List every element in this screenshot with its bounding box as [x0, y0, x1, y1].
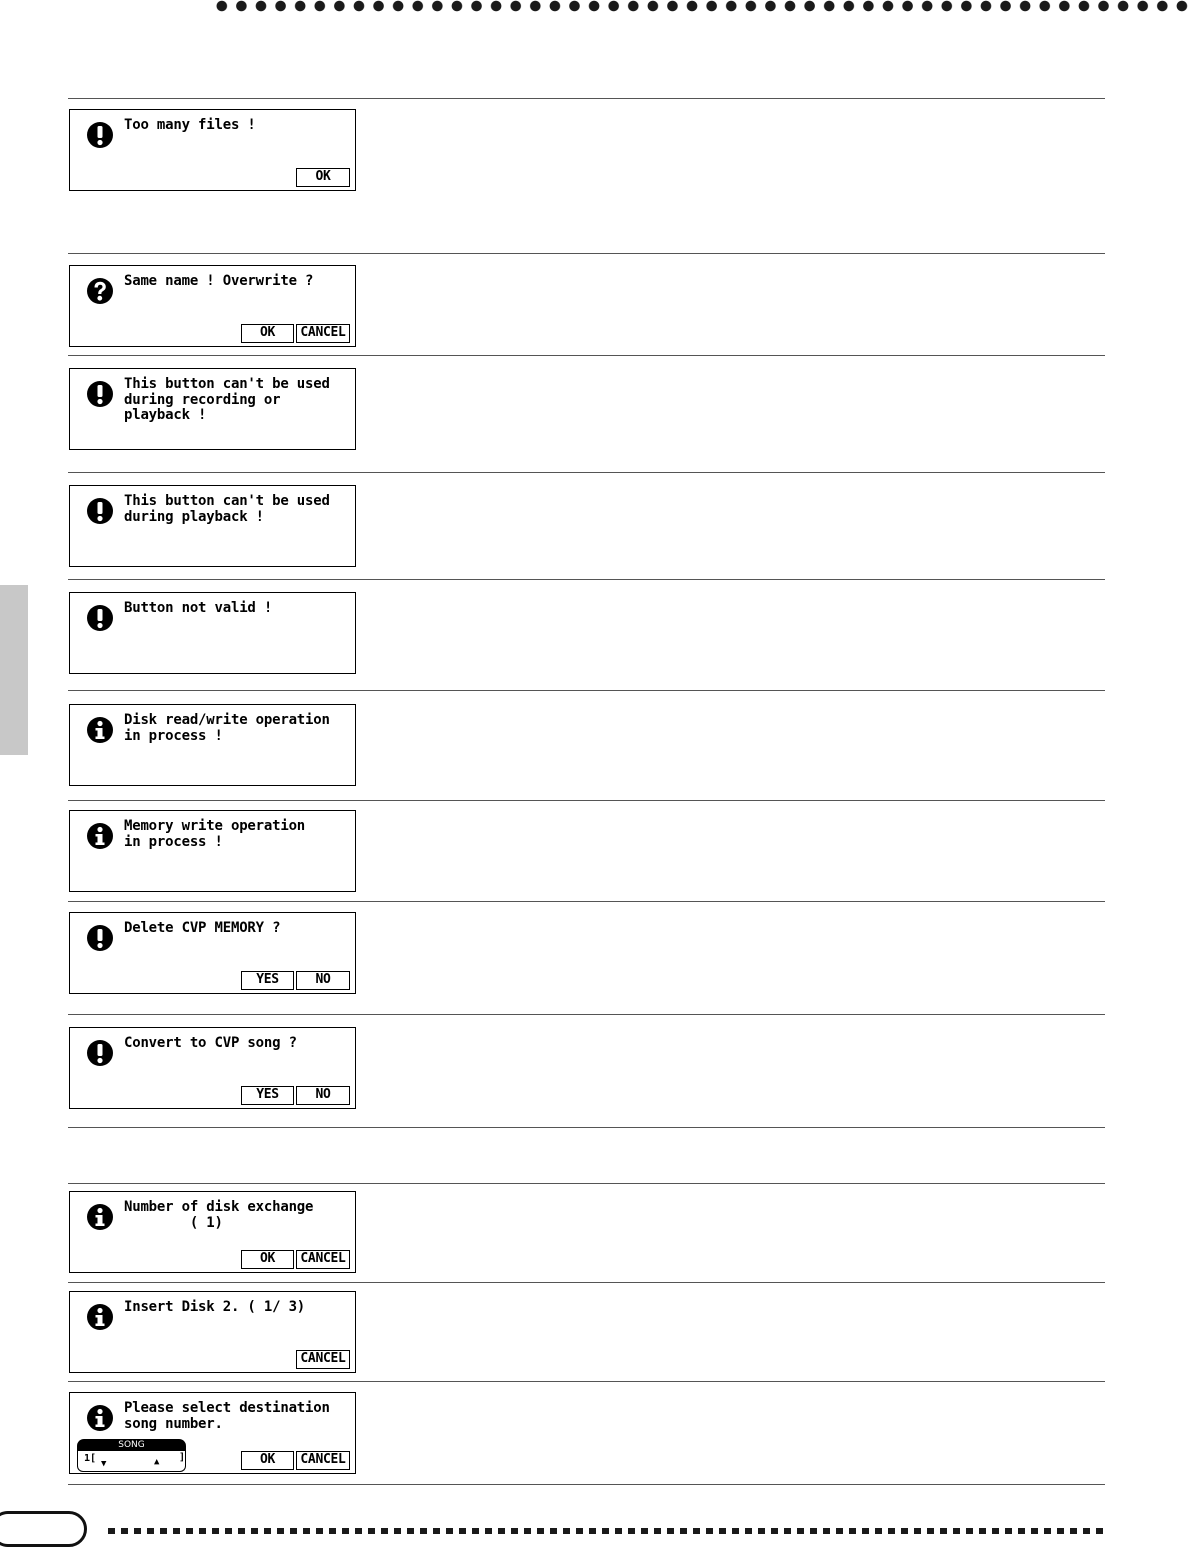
- dialog-message: Button not valid !: [124, 600, 273, 616]
- warning-icon: [86, 604, 114, 632]
- dialog-message: Memory write operation in process !: [124, 818, 306, 850]
- section-rule: [68, 800, 1105, 801]
- cancel-button[interactable]: CANCEL: [296, 1250, 350, 1269]
- info-icon: [86, 716, 114, 744]
- section-rule: [68, 579, 1105, 580]
- info-icon: [86, 1203, 114, 1231]
- lcd-dialog-memory-write: [69, 810, 356, 892]
- no-button[interactable]: NO: [296, 971, 350, 990]
- dialog-message: Convert to CVP song ?: [124, 1035, 297, 1051]
- no-button[interactable]: NO: [296, 1086, 350, 1105]
- section-rule: [68, 1183, 1105, 1184]
- section-rule: [68, 1282, 1105, 1283]
- song-selector-body: [77, 1451, 186, 1472]
- top-dot-border: [212, 0, 1188, 12]
- lcd-dialog-select-dest: [69, 1392, 356, 1474]
- lcd-dialog-button-not-valid: [69, 592, 356, 674]
- triangle-down-icon[interactable]: ▼: [101, 1459, 107, 1469]
- section-rule: [68, 1381, 1105, 1382]
- lcd-dialog-too-many-files: [69, 109, 356, 191]
- song-bracket-right: ]: [179, 1452, 186, 1463]
- section-rule: [68, 1127, 1105, 1128]
- info-icon: [86, 1303, 114, 1331]
- dialog-message: Number of disk exchange ( 1): [124, 1199, 314, 1231]
- lcd-dialog-button-play: [69, 485, 356, 567]
- section-rule: [68, 1484, 1105, 1485]
- dialog-message: Disk read/write operation in process !: [124, 712, 330, 744]
- lcd-dialog-disk-exchange: [69, 1191, 356, 1273]
- dialog-message: Delete CVP MEMORY ?: [124, 920, 281, 936]
- info-icon: [86, 822, 114, 850]
- question-icon: [86, 277, 114, 305]
- cancel-button[interactable]: CANCEL: [296, 1350, 350, 1369]
- ok-button[interactable]: OK: [296, 168, 350, 187]
- lcd-dialog-same-name: [69, 265, 356, 347]
- song-number-selector[interactable]: [77, 1439, 186, 1472]
- warning-icon: [86, 1039, 114, 1067]
- info-icon: [86, 1404, 114, 1432]
- warning-icon: [86, 497, 114, 525]
- triangle-up-icon[interactable]: ▲: [154, 1457, 160, 1467]
- dialog-message: This button can't be used during recording or playback !: [124, 376, 330, 423]
- ok-button[interactable]: OK: [241, 324, 294, 343]
- dialog-message: This button can't be used during playback !: [124, 493, 330, 525]
- lcd-dialog-delete-cvp: [69, 912, 356, 994]
- ok-button[interactable]: OK: [241, 1451, 294, 1470]
- lcd-dialog-convert-cvp: [69, 1027, 356, 1109]
- section-rule: [68, 901, 1105, 902]
- section-rule: [68, 690, 1105, 691]
- lcd-dialog-insert-disk: [69, 1291, 356, 1373]
- warning-icon: [86, 380, 114, 408]
- cancel-button[interactable]: CANCEL: [296, 324, 350, 343]
- cancel-button[interactable]: CANCEL: [296, 1451, 350, 1470]
- section-rule: [68, 1014, 1105, 1015]
- section-rule: [68, 472, 1105, 473]
- page-number-pill: [0, 1511, 87, 1547]
- warning-icon: [86, 121, 114, 149]
- yes-button[interactable]: YES: [241, 1086, 294, 1105]
- warning-icon: [86, 924, 114, 952]
- song-selector-header: SONG: [77, 1439, 186, 1451]
- dialog-message: Please select destination song number.: [124, 1400, 330, 1432]
- dialog-message: Same name ! Overwrite ?: [124, 273, 314, 289]
- yes-button[interactable]: YES: [241, 971, 294, 990]
- dialog-message: Too many files !: [124, 117, 256, 133]
- lcd-dialog-button-rec-play: [69, 368, 356, 450]
- section-rule: [68, 98, 1105, 99]
- lcd-dialog-disk-rw: [69, 704, 356, 786]
- dialog-message: Insert Disk 2. ( 1/ 3): [124, 1299, 306, 1315]
- section-rule: [68, 355, 1105, 356]
- section-rule: [68, 253, 1105, 254]
- footer-dash-border: [108, 1528, 1105, 1534]
- song-number: 1[: [84, 1453, 97, 1464]
- chapter-side-tab: [0, 585, 28, 755]
- ok-button[interactable]: OK: [241, 1250, 294, 1269]
